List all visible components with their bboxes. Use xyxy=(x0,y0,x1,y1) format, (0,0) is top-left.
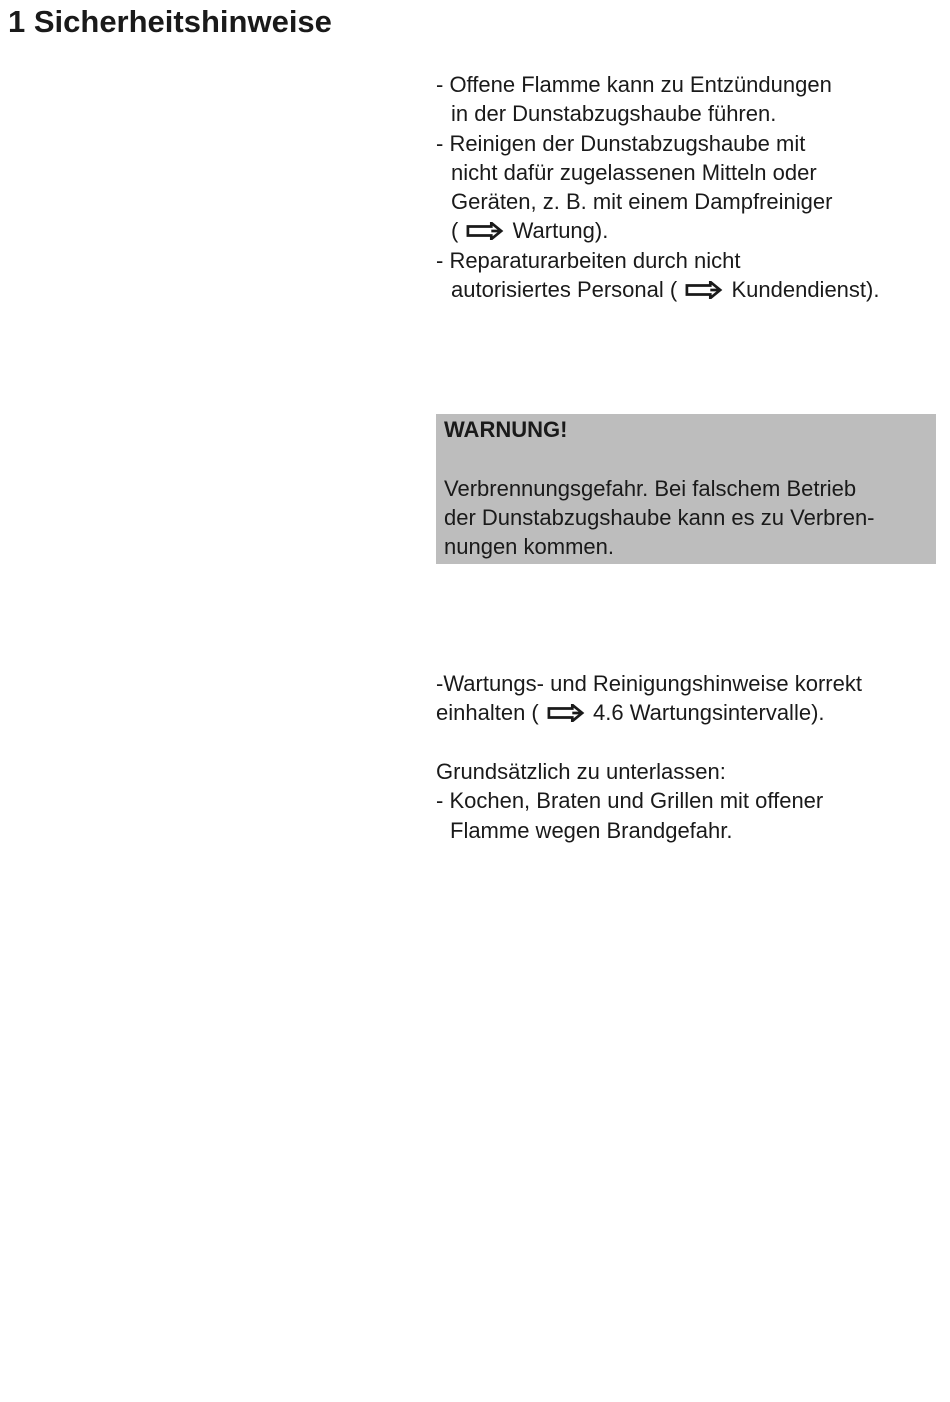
reference-arrow-icon xyxy=(685,281,723,299)
warning-line: Verbrennungsgefahr. Bei falschem Betrieb xyxy=(444,475,857,501)
reference-text-wartungsintervalle: 4.6 Wartungsintervalle). xyxy=(593,700,825,726)
hazard-list xyxy=(436,70,936,304)
reference-arrow-icon xyxy=(547,704,585,722)
page-heading: 1 Sicherheitshinweise xyxy=(8,4,332,39)
reference-text-kundendienst: Kundendienst). xyxy=(731,277,880,303)
warning-title: WARNUNG! xyxy=(444,417,568,442)
maintenance-line-reference xyxy=(436,698,936,727)
hazard-line: - Reparaturarbeiten durch nicht xyxy=(436,247,741,273)
reference-arrow-icon xyxy=(466,222,504,240)
maintenance-text: einhalten ( xyxy=(436,700,539,726)
prohibitions xyxy=(436,757,936,845)
hazard-line: in der Dunstabzugshaube führen. xyxy=(451,101,777,127)
hazard-line: - Reinigen der Dunstabzugshaube mit xyxy=(436,130,806,156)
reference-text-wartung: Wartung). xyxy=(512,218,609,244)
hazard-text: autorisiertes Personal ( xyxy=(451,277,678,303)
paren-open: ( xyxy=(451,218,459,244)
hazard-line: nicht dafür zugelassenen Mitteln oder xyxy=(451,159,817,185)
prohibitions-heading: Grundsätzlich zu unterlassen: xyxy=(436,759,726,784)
prohibition-line: Flamme wegen Brandgefahr. xyxy=(450,817,733,843)
hazard-line-reference xyxy=(436,275,936,304)
hazard-line-reference xyxy=(436,216,936,245)
warning-text xyxy=(444,474,928,562)
maintenance-line: -Wartungs- und Reinigungshinweise korrekt xyxy=(436,671,862,696)
warning-line: nungen kommen. xyxy=(444,534,614,560)
prohibition-line: - Kochen, Braten und Grillen mit offener xyxy=(436,788,824,814)
warning-box xyxy=(436,414,936,564)
hazard-line: - Offene Flamme kann zu Entzündungen xyxy=(436,72,832,97)
warning-line: der Dunstabzugshaube kann es zu Verbren- xyxy=(444,504,875,530)
hazard-line: Geräten, z. B. mit einem Dampfreiniger xyxy=(451,189,833,215)
maintenance-note xyxy=(436,669,936,728)
